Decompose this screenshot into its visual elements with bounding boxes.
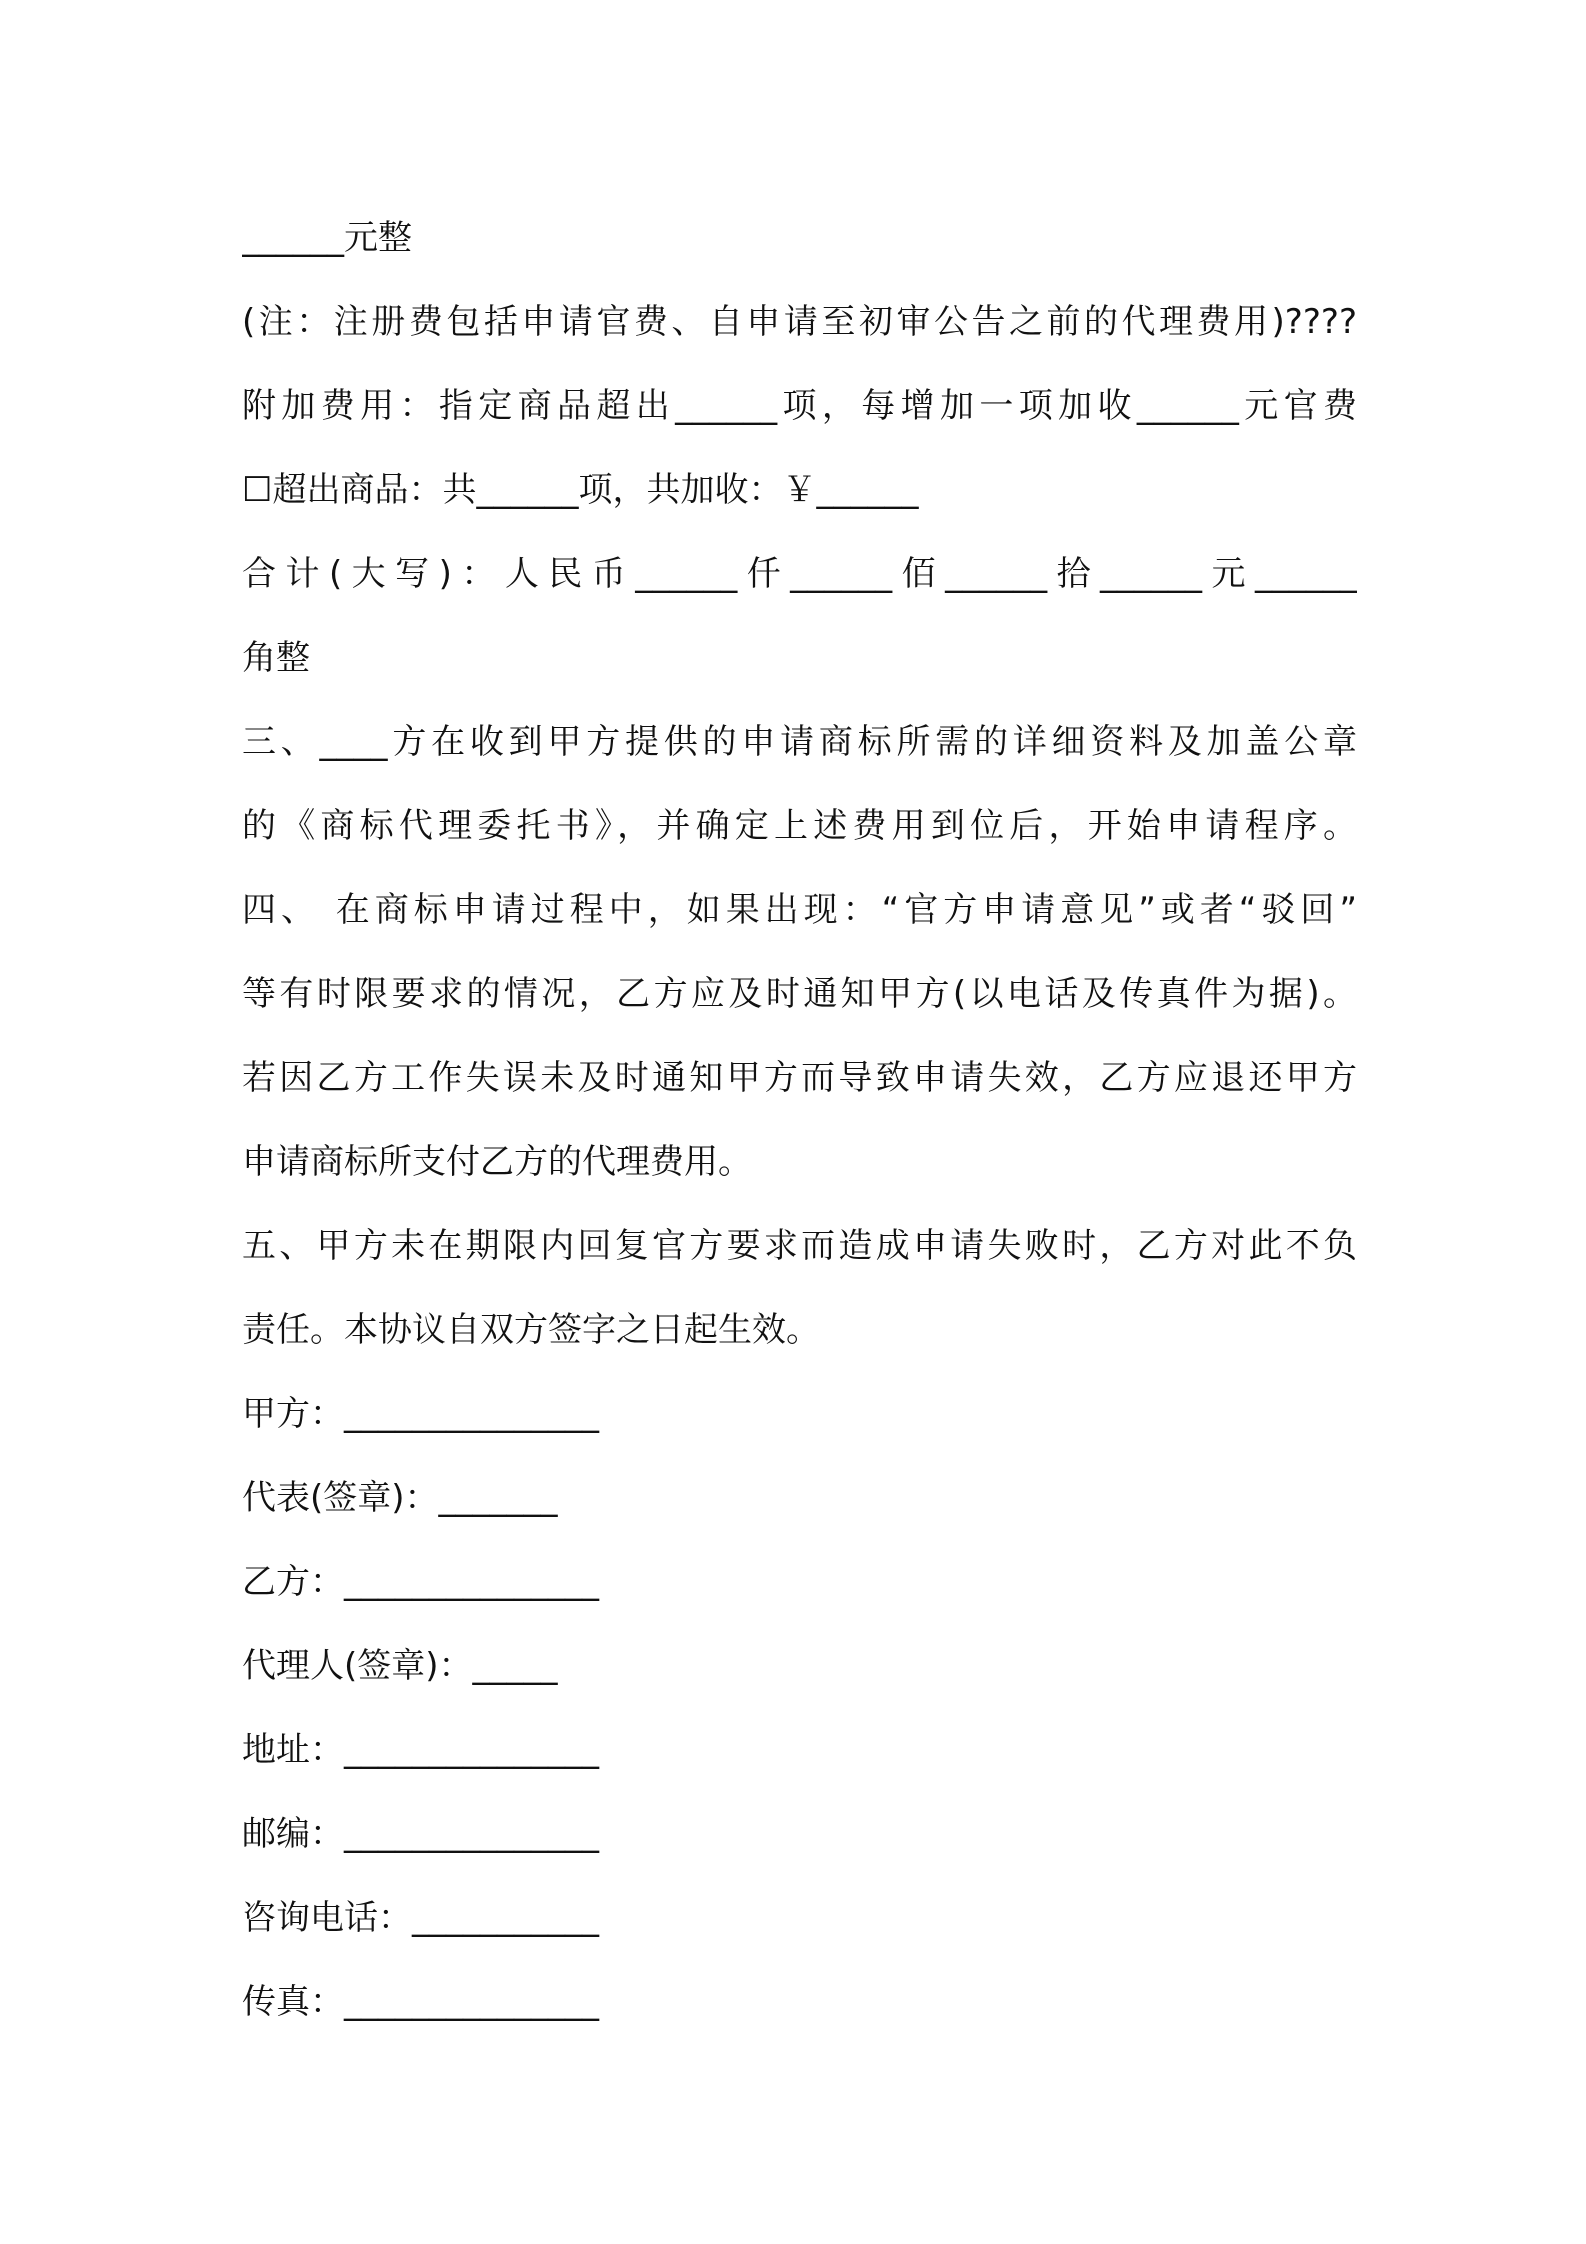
clause-four-line-1: 四、 在商标申请过程中，如果出现：“官方申请意见”或者“驳回” bbox=[242, 890, 1357, 930]
document-page bbox=[242, 196, 1357, 2044]
address-field: 地址：_______________ bbox=[242, 1730, 599, 1770]
clause-four-line-3: 若因乙方工作失误未及时通知甲方而导致申请失效，乙方应退还甲方 bbox=[242, 1058, 1357, 1098]
phone-field: 咨询电话：___________ bbox=[242, 1898, 599, 1938]
clause-three-line-1: 三、____方在收到甲方提供的申请商标所需的详细资料及加盖公章 bbox=[242, 722, 1357, 762]
fee-note-line: (注：注册费包括申请官费、自申请至初审公告之前的代理费用)???? bbox=[242, 302, 1357, 342]
fax-field: 传真：_______________ bbox=[242, 1982, 599, 2022]
excess-goods-line: ☐超出商品：共______项，共加收：￥______ bbox=[242, 470, 919, 510]
representative-field: 代表(签章)：_______ bbox=[242, 1478, 558, 1518]
fee-total-line: ______元整 bbox=[242, 218, 412, 258]
total-capital-line: 合计(大写)：人民币______仟______佰______拾______元______ bbox=[242, 554, 1357, 594]
clause-three-line-2: 的《商标代理委托书》，并确定上述费用到位后，开始申请程序。 bbox=[242, 806, 1357, 846]
clause-four-line-2: 等有时限要求的情况，乙方应及时通知甲方(以电话及传真件为据)。 bbox=[242, 974, 1357, 1014]
clause-five-line-1: 五、甲方未在期限内回复官方要求而造成申请失败时，乙方对此不负 bbox=[242, 1226, 1357, 1266]
agent-field: 代理人(签章)：_____ bbox=[242, 1646, 558, 1686]
party-a-field: 甲方：_______________ bbox=[242, 1394, 599, 1434]
clause-four-line-4: 申请商标所支付乙方的代理费用。 bbox=[242, 1142, 752, 1182]
additional-fee-line: 附加费用：指定商品超出______项，每增加一项加收______元官费 bbox=[242, 386, 1357, 426]
total-capital-line-end: 角整 bbox=[242, 638, 310, 678]
postcode-field: 邮编：_______________ bbox=[242, 1814, 599, 1854]
clause-five-line-2: 责任。本协议自双方签字之日起生效。 bbox=[242, 1310, 820, 1350]
party-b-field: 乙方：_______________ bbox=[242, 1562, 599, 1602]
